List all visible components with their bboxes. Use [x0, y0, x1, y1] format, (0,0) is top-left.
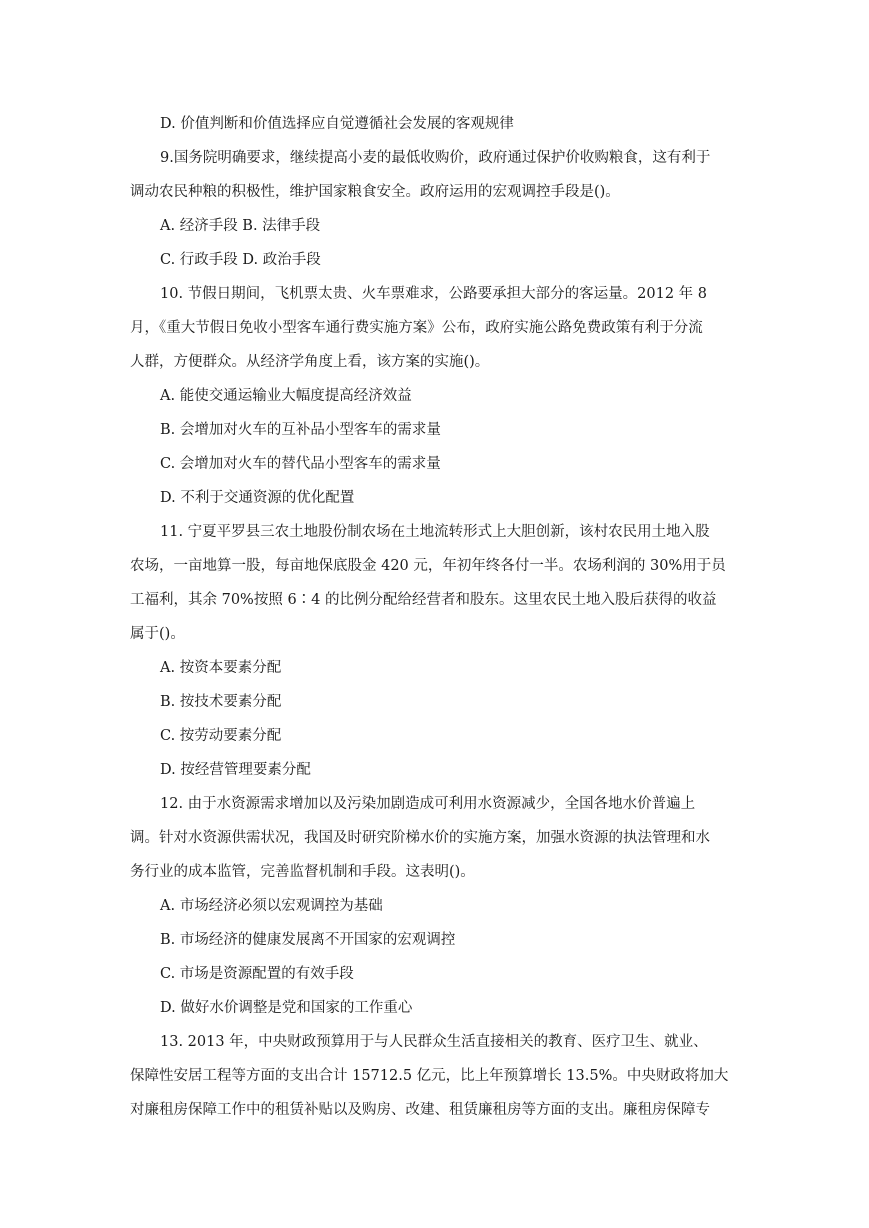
question-11-line: 工福利，其余 70%按照 6∶4 的比例分配给经营者和股东。这里农民土地入股后获得的收益: [130, 592, 717, 608]
question-11-line: 农场，一亩地算一股，每亩地保底股金 420 元，年初年终各付一半。农场利润的 30%用于员: [130, 558, 726, 574]
question-10-line: 人群，方便群众。从经济学角度上看，该方案的实施()。: [130, 354, 490, 370]
question-13-line: 对廉租房保障工作中的租赁补贴以及购房、改建、租赁廉租房等方面的支出。廉租房保障专: [130, 1102, 710, 1118]
question-12-line: 务行业的成本监管，完善监督机制和手段。这表明()。: [130, 864, 475, 880]
option-line: B. 会增加对火车的互补品小型客车的需求量: [160, 422, 441, 438]
option-line: A. 能使交通运输业大幅度提高经济效益: [160, 388, 412, 404]
option-line: C. 市场是资源配置的有效手段: [160, 966, 354, 982]
option-line: B. 市场经济的健康发展离不开国家的宏观调控: [160, 932, 456, 948]
question-10-line: 月，《重大节假日免收小型客车通行费实施方案》公布，政府实施公路免费政策有利于分流: [130, 320, 703, 336]
option-line: B. 按技术要素分配: [160, 694, 282, 710]
option-line: C. 按劳动要素分配: [160, 728, 282, 744]
question-12-line: 12. 由于水资源需求增加以及污染加剧造成可利用水资源减少，全国各地水价普遍上: [160, 796, 696, 812]
question-9-line: 调动农民种粮的积极性，维护国家粮食安全。政府运用的宏观调控手段是()。: [130, 184, 620, 200]
question-11-line: 属于()。: [130, 626, 185, 642]
question-11-line: 11. 宁夏平罗县三农土地股份制农场在土地流转形式上大胆创新，该村农民用土地入股: [160, 524, 710, 540]
question-9-line: 9.国务院明确要求，继续提高小麦的最低收购价，政府通过保护价收购粮食，这有利于: [160, 150, 711, 166]
option-line: D. 价值判断和价值选择应自觉遵循社会发展的客观规律: [160, 116, 514, 132]
option-line: D. 按经营管理要素分配: [160, 762, 311, 778]
option-line: C. 行政手段 D. 政治手段: [160, 252, 321, 268]
option-line: A. 经济手段 B. 法律手段: [160, 218, 321, 234]
question-10-line: 10. 节假日期间，飞机票太贵、火车票难求，公路要承担大部分的客运量。2012 年 8: [160, 286, 708, 302]
option-line: A. 按资本要素分配: [160, 660, 282, 676]
option-line: D. 做好水价调整是党和国家的工作重心: [160, 1000, 413, 1016]
option-line: D. 不利于交通资源的优化配置: [160, 490, 355, 506]
option-line: C. 会增加对火车的替代品小型客车的需求量: [160, 456, 441, 472]
option-line: A. 市场经济必须以宏观调控为基础: [160, 898, 383, 914]
question-13-line: 13. 2013 年，中央财政预算用于与人民群众生活直接相关的教育、医疗卫生、就业、: [160, 1034, 708, 1050]
question-13-line: 保障性安居工程等方面的支出合计 15712.5 亿元，比上年预算增长 13.5%。中央财政将加大: [130, 1068, 729, 1084]
document-body: [130, 107, 742, 1127]
question-12-line: 调。针对水资源供需状况，我国及时研究阶梯水价的实施方案，加强水资源的执法管理和水: [130, 830, 710, 846]
